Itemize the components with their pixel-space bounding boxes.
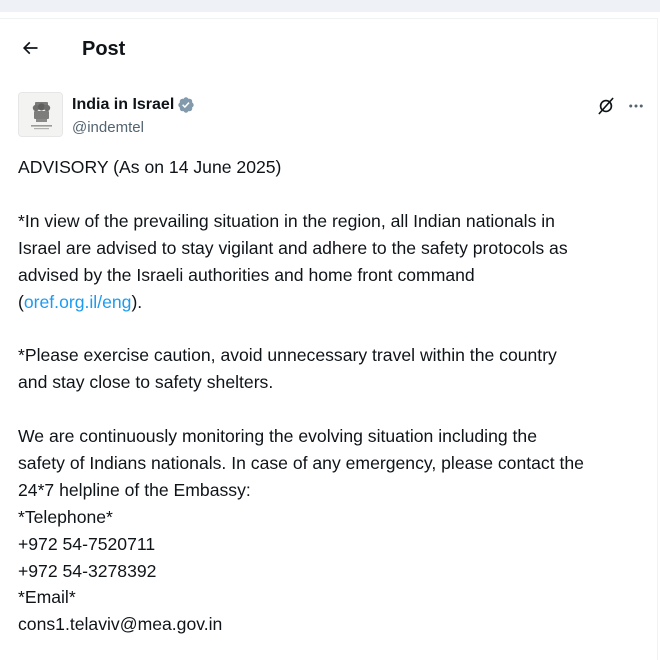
verified-badge-icon[interactable] xyxy=(177,96,195,114)
paragraph-gap xyxy=(18,315,654,342)
avatar[interactable] xyxy=(18,92,63,137)
paragraph-1-line-2: Israel are advised to stay vigilant and adhere to the safety protocols as xyxy=(18,237,568,258)
post-text xyxy=(18,154,654,638)
author-handle[interactable]: @indemtel xyxy=(72,119,144,136)
post-header xyxy=(0,18,657,78)
grok-icon xyxy=(596,96,616,116)
link-open-paren: ( xyxy=(18,291,24,312)
back-button[interactable] xyxy=(12,30,48,66)
phone-number-1: +972 54-7520711 xyxy=(18,533,156,554)
more-options-button[interactable] xyxy=(624,94,648,118)
author-display-name[interactable]: India in Israel xyxy=(72,96,175,113)
email-address: cons1.telaviv@mea.gov.in xyxy=(18,614,223,635)
author-row xyxy=(18,92,648,140)
telephone-label: *Telephone* xyxy=(18,506,113,527)
paragraph-gap xyxy=(18,396,654,423)
email-label: *Email* xyxy=(18,587,76,608)
paragraph-2-line-2: and stay close to safety shelters. xyxy=(18,372,274,393)
paragraph-3-line-1: We are continuously monitoring the evolving situation including the xyxy=(18,426,537,447)
author-name-line xyxy=(72,95,195,115)
paragraph-2-line-1: *Please exercise caution, avoid unnecessary travel within the country xyxy=(18,345,557,366)
grok-button[interactable] xyxy=(594,94,618,118)
paragraph-gap xyxy=(18,181,654,208)
emblem-avatar-image xyxy=(19,93,63,137)
advisory-heading: ADVISORY (As on 14 June 2025) xyxy=(18,157,282,177)
top-band xyxy=(0,0,660,12)
link-close-paren: ). xyxy=(131,291,143,312)
arrow-left-icon xyxy=(20,38,40,58)
page-title: Post xyxy=(82,38,126,60)
paragraph-3-line-2: safety of Indians nationals. In case of any emergency, please contact the xyxy=(18,452,584,473)
paragraph-1-line-1: *In view of the prevailing situation in the region, all Indian nationals in xyxy=(18,210,555,231)
paragraph-3-line-3: 24*7 helpline of the Embassy: xyxy=(18,479,251,500)
more-horizontal-icon xyxy=(627,97,645,115)
phone-number-2: +972 54-3278392 xyxy=(18,560,157,581)
oref-link[interactable]: oref.org.il/eng xyxy=(23,291,132,312)
paragraph-1-line-4 xyxy=(18,289,654,316)
paragraph-1-line-3: advised by the Israeli authorities and home front command xyxy=(18,264,475,285)
